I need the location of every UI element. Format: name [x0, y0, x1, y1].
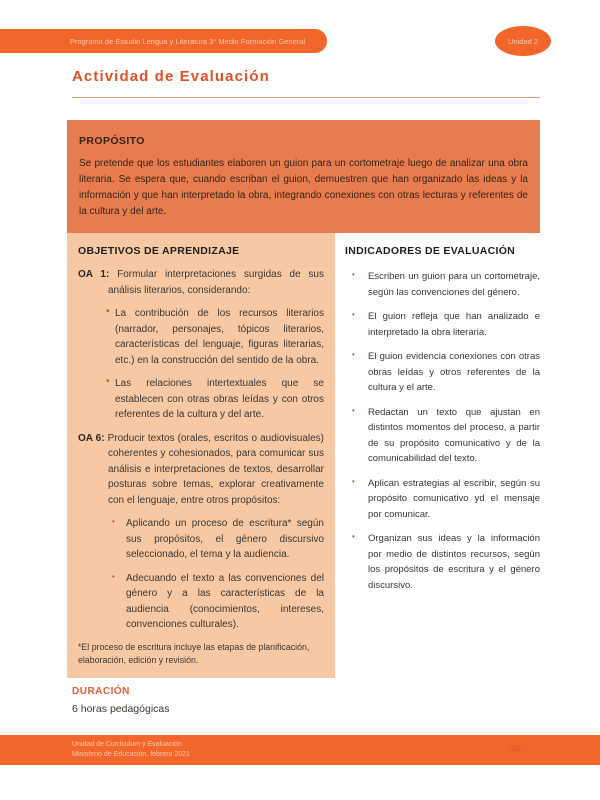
oa1-bullet-list [106, 306, 324, 423]
duracion-heading: DURACIÓN [72, 686, 130, 697]
bullet-icon: • [352, 532, 355, 541]
duracion-section [72, 686, 170, 715]
bullet-text: Las relaciones intertextuales que se establecen con otras obras leídas y con otros referentes de la cultura y del arte. [115, 378, 324, 420]
bullet-text: Redactan un texto que ajustan en distintos momentos del proceso, a partir de su propósito comunicativo y de la comunicabilidad del texto. [368, 406, 540, 464]
bullet-icon: • [352, 270, 355, 279]
footer-organization [72, 740, 190, 760]
proposito-body: Se pretende que los estudiantes elaboren un guion para un cortometraje luego de analizar una obra literaria. Se espera que, cuando escriban el guion, demuestren que han organizado las ideas y la información y que han interpretado la obra, integrando conexiones con otras lecturas y referentes de la cultura y del arte. [79, 158, 528, 217]
footer-bar [0, 735, 600, 765]
list-item [352, 405, 540, 467]
indicadores-bullet-list [345, 269, 540, 593]
footer-org-line1: Unidad de Currículum y Evaluación [72, 741, 182, 748]
bullet-icon: • [352, 310, 355, 319]
bullet-text: El guion refleja que han analizado e interpretado la obra literaria. [368, 311, 540, 338]
page-title: Actividad de Evaluación [72, 68, 270, 85]
bullet-text: Aplican estrategias al escribir, según su propósito comunicativo yd el mensaje por comunicar. [368, 477, 540, 520]
bullet-text: El guion evidencia conexiones con otras obras leídas y otros referentes de la cultura y el arte. [368, 351, 540, 393]
list-item [106, 306, 324, 368]
oa6-label: OA 6: [78, 432, 105, 444]
list-item [106, 376, 324, 423]
bullet-text: Organizan sus ideas y la información por medio de distintos recursos, según los propósitos de escritura y el género discursivo. [368, 533, 540, 591]
oa6-intro-text: Producir textos (orales, escritos o audiovisuales) coherentes y cohesionados, para comunicar sus análisis e interpretaciones de textos, desarrollar posturas sobre temas, explorar creativamente con el lenguaje, entre otros propósitos: [107, 432, 324, 506]
list-item [352, 531, 540, 593]
unit-badge-label: Unidad 2 [507, 36, 539, 46]
bullet-icon: • [112, 571, 115, 581]
bullet-text: Adecuando el texto a las convenciones del género y a las características de la audiencia (conocimientos, intereses, convenciones culturales). [126, 572, 324, 630]
oa1-intro [78, 267, 324, 298]
header-bar [0, 29, 327, 53]
list-item [352, 476, 540, 523]
footer-page-number: 100 [508, 744, 521, 753]
list-item [112, 571, 324, 633]
bullet-icon: • [352, 476, 355, 486]
list-item [352, 309, 540, 340]
oa1-intro-text: Formular interpretaciones surgidas de sus análisis literarios, considerando: [108, 269, 324, 296]
bullet-icon: • [106, 376, 110, 387]
header-bar-text: Programa de Estudio Lengua y Literatura 3° Medio Formación General [69, 36, 306, 46]
objetivos-footnote: *El proceso de escritura incluye las etapas de planificación, elaboración, edición y revisión. [78, 641, 310, 665]
title-divider [72, 97, 540, 98]
oa1-label: OA 1: [78, 269, 110, 280]
bullet-text: La contribución de los recursos literarios (narrador, personajes, tópicos literarios, características del lenguaje, figuras literarias, etc.) en la construcción del sentido de la obra. [115, 308, 324, 366]
bullet-text: Escriben un guion para un cortometraje, según las convenciones del género. [368, 271, 540, 298]
unit-badge [495, 26, 551, 56]
duracion-value: 6 horas pedagógicas [72, 703, 170, 715]
oa6-intro [78, 431, 324, 509]
indicadores-heading: INDICADORES DE EVALUACIÓN [345, 245, 516, 257]
proposito-heading: PROPÓSITO [79, 135, 145, 147]
bullet-icon: • [106, 306, 110, 317]
list-item [352, 349, 540, 396]
footer-org-line2: Ministerio de Educación, febrero 2021 [72, 751, 190, 758]
indicadores-panel [345, 233, 540, 678]
list-item [352, 269, 540, 300]
objetivos-heading: OBJETIVOS DE APRENDIZAJE [78, 245, 240, 257]
list-item [112, 516, 324, 563]
proposito-panel [67, 120, 540, 233]
oa6-bullet-list [112, 516, 324, 633]
bullet-icon: • [352, 405, 355, 415]
objetivos-panel [67, 233, 335, 678]
bullet-icon: • [352, 350, 355, 359]
bullet-text: Aplicando un proceso de escritura* según sus propósitos, el género discursivo seleccionado, el tema y la audiencia. [126, 518, 324, 560]
bullet-icon: • [112, 517, 115, 526]
